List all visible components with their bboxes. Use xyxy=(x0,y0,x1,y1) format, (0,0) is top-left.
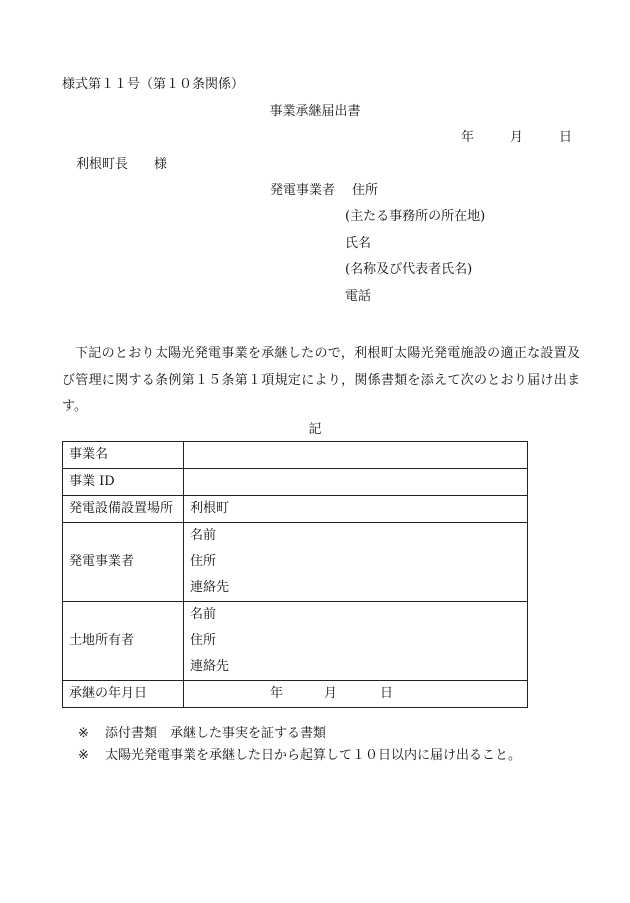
location-value: 利根町 xyxy=(184,496,528,523)
ki-heading: 記 xyxy=(308,422,322,437)
addressee: 利根町長 様 xyxy=(76,157,168,172)
succession-date-label: 承継の年月日 xyxy=(63,681,184,708)
project-id-label: 事業 ID xyxy=(63,469,184,496)
body-paragraph: 下記のとおり太陽光発電事業を承継したので，利根町太陽光発電施設の適正な設置及び管理に関する条例第１５条第１項規定により，関係書類を添えて次のとおり届け出ます。 xyxy=(62,346,580,414)
applicant-label: 発電事業者 xyxy=(270,183,336,198)
form-number: 様式第１１号（第１０条関係） xyxy=(62,77,245,92)
table-row xyxy=(63,681,528,708)
applicant-address-label: 住所 xyxy=(352,183,379,198)
note-text: 添付書類 承継した事実を証する書類 xyxy=(105,726,327,741)
succession-day-label: 日 xyxy=(380,686,394,701)
landowner-address-label: 住所 xyxy=(184,628,528,654)
operator-address-label: 住所 xyxy=(184,549,528,575)
document-title: 事業承継届出書 xyxy=(269,104,361,119)
succession-month-label: 月 xyxy=(324,686,338,701)
submission-date xyxy=(461,130,572,146)
note-text: 太陽光発電事業を承継した日から起算して１０日以内に届け出ること。 xyxy=(105,748,522,763)
table-row xyxy=(63,602,528,629)
operator-contact-label: 連絡先 xyxy=(184,575,528,602)
table-row xyxy=(63,469,528,496)
applicant-name-note: (名称及び代表者氏名) xyxy=(345,262,473,277)
landowner-label: 土地所有者 xyxy=(63,602,184,681)
note-deadline xyxy=(78,748,521,764)
table-row xyxy=(63,496,528,523)
note-attachments xyxy=(78,726,326,742)
succession-year-label: 年 xyxy=(270,686,284,701)
operator-name-label: 名前 xyxy=(184,523,528,550)
project-id-value xyxy=(184,469,528,496)
date-day-label: 日 xyxy=(559,130,573,145)
date-year-label: 年 xyxy=(461,130,475,145)
date-month-label: 月 xyxy=(510,130,524,145)
landowner-contact-label: 連絡先 xyxy=(184,654,528,681)
landowner-name-label: 名前 xyxy=(184,602,528,629)
record-table xyxy=(62,441,528,708)
note-mark: ※ xyxy=(78,726,89,741)
applicant-phone-label: 電話 xyxy=(345,289,372,304)
project-name-value xyxy=(184,442,528,469)
applicant-address-note: (主たる事務所の所在地) xyxy=(345,209,486,224)
table-row xyxy=(63,523,528,550)
applicant-name-label: 氏名 xyxy=(345,236,372,251)
note-mark: ※ xyxy=(78,748,89,763)
location-label: 発電設備設置場所 xyxy=(63,496,184,523)
succession-date-value xyxy=(184,681,528,708)
table-row xyxy=(63,442,528,469)
operator-label: 発電事業者 xyxy=(63,523,184,602)
project-name-label: 事業名 xyxy=(63,442,184,469)
